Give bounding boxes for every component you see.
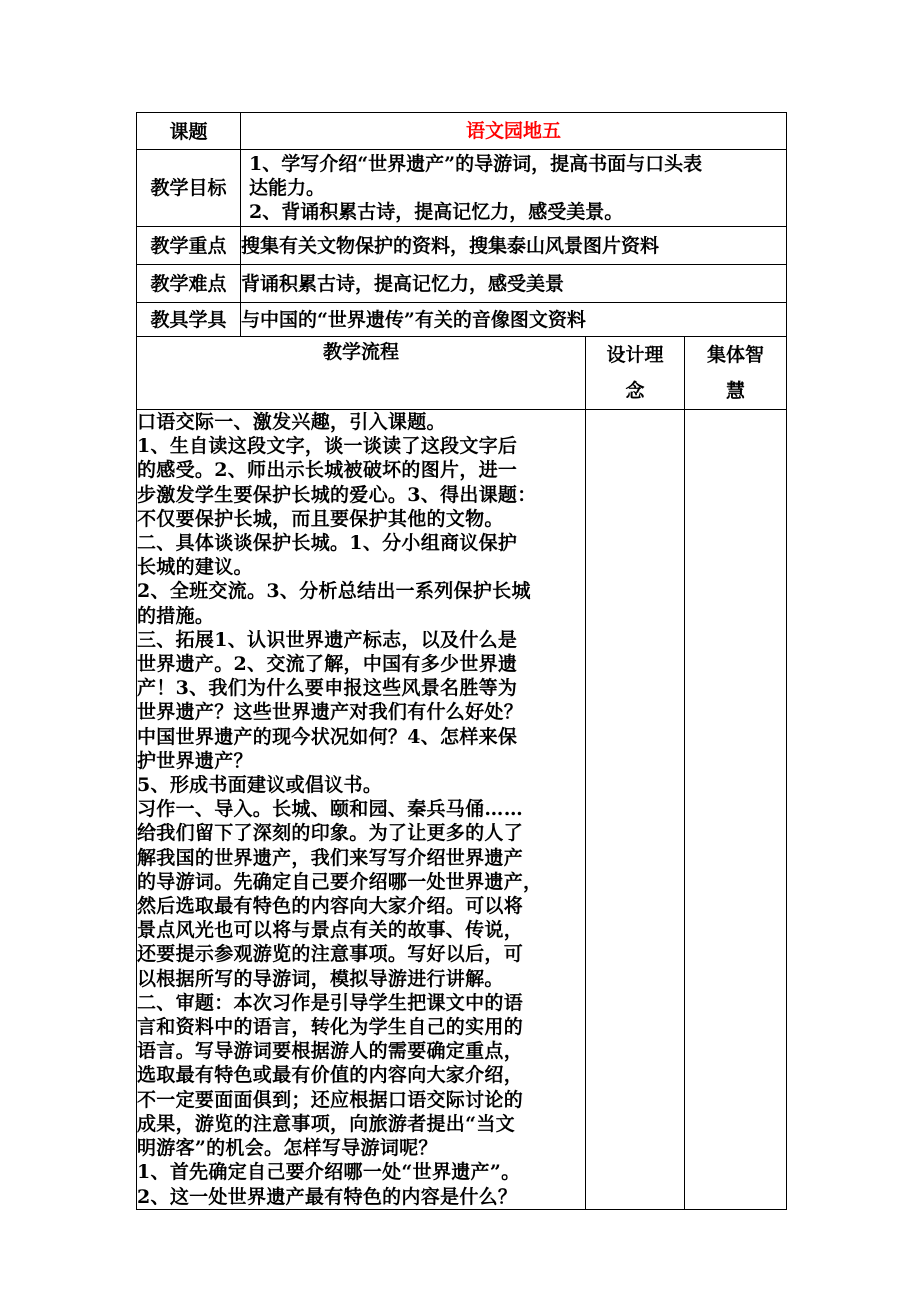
collective-wisdom-line: 集体智	[707, 344, 765, 366]
flow-line: 景点风光也可以将与景点有关的故事、传说，	[137, 919, 524, 942]
flow-line: 护世界遗产？	[137, 749, 253, 772]
flow-line: 给我们留下了深刻的印象。为了让更多的人了	[137, 822, 524, 845]
flow-line: 解我国的世界遗产，我们来写写介绍世界遗产	[137, 846, 524, 869]
flow-line: 以根据所写的导游词，模拟导游进行讲解。	[137, 967, 504, 990]
row-topic	[137, 113, 787, 150]
flow-line: 口语交际一、激发兴趣，引入课题。	[137, 411, 446, 433]
flow-line: 1、生自读这段文字，谈一谈读了这段文字后	[137, 435, 518, 458]
teaching-flow-content	[137, 410, 586, 1210]
difficulties-value: 背诵积累古诗，提高记忆力，感受美景	[241, 265, 787, 303]
label-teaching-flow: 教学流程	[137, 337, 586, 410]
goal-line: 达能力。	[249, 177, 326, 199]
flow-line: 然后选取最有特色的内容向大家介绍。可以将	[137, 895, 524, 918]
goals-cell	[241, 150, 787, 227]
flow-line: 选取最有特色或最有价值的内容向大家介绍，	[137, 1064, 524, 1087]
label-difficulties: 教学难点	[137, 265, 241, 303]
collective-wisdom-cell	[685, 410, 787, 1210]
row-flow-header	[137, 337, 787, 410]
label-key-points: 教学重点	[137, 227, 241, 265]
row-tools	[137, 303, 787, 337]
goal-line: 2、背诵积累古诗，提高记忆力，感受美景。	[249, 201, 624, 223]
collective-wisdom-line: 慧	[726, 380, 746, 402]
design-rationale-line: 设计理	[606, 344, 664, 366]
flow-line: 步激发学生要保护长城的爱心。3、得出课题：	[137, 483, 537, 506]
label-goals: 教学目标	[137, 150, 241, 227]
flow-line: 2、这一处世界遗产最有特色的内容是什么？	[137, 1185, 518, 1208]
flow-line: 中国世界遗产的现今状况如何？4、怎样来保	[137, 725, 518, 748]
row-flow-body	[137, 410, 787, 1210]
row-key-points	[137, 227, 787, 265]
flow-line: 还要提示参观游览的注意事项。写好以后，可	[137, 943, 524, 966]
row-difficulties	[137, 265, 787, 303]
flow-line: 5、形成书面建议或倡议书。	[137, 774, 383, 797]
row-goals	[137, 150, 787, 227]
flow-line: 长城的建议。	[137, 556, 253, 579]
flow-line: 1、首先确定自己要介绍哪一处“世界遗产”。	[137, 1161, 521, 1184]
flow-line: 的导游词。先确定自己要介绍哪一处世界遗产，	[137, 870, 543, 893]
label-tools: 教具学具	[137, 303, 241, 337]
flow-line: 世界遗产。2、交流了解，中国有多少世界遗	[137, 653, 518, 676]
flow-line: 语言。写导游词要根据游人的需要确定重点，	[137, 1040, 524, 1063]
flow-line: 二、具体谈谈保护长城。1、分小组商议保护	[137, 532, 518, 555]
goal-line: 1、学写介绍“世界遗产”的导游词，提高书面与口头表	[249, 153, 703, 175]
label-design-rationale	[586, 337, 685, 410]
lesson-title: 语文园地五	[241, 113, 787, 150]
flow-line: 三、拓展1、认识世界遗产标志，以及什么是	[137, 628, 518, 651]
flow-line: 言和资料中的语言，转化为学生自己的实用的	[137, 1016, 524, 1039]
key-points-value: 搜集有关文物保护的资料，搜集泰山风景图片资料	[241, 227, 787, 265]
flow-line: 明游客”的机会。怎样写导游词呢？	[137, 1137, 438, 1160]
lesson-plan-table	[136, 112, 787, 1210]
flow-line: 世界遗产？这些世界遗产对我们有什么好处？	[137, 701, 524, 724]
flow-line: 成果，游览的注意事项，向旅游者提出“当文	[137, 1112, 515, 1135]
flow-line: 2、全班交流。3、分析总结出一系列保护长城	[137, 580, 531, 603]
flow-line: 不一定要面面俱到；还应根据口语交际讨论的	[137, 1088, 524, 1111]
design-rationale-cell	[586, 410, 685, 1210]
label-collective-wisdom	[685, 337, 787, 410]
flow-line: 的感受。2、师出示长城被破坏的图片，进一	[137, 459, 518, 482]
label-topic: 课题	[137, 113, 241, 150]
flow-line: 习作一、导入。长城、颐和园、秦兵马俑……	[137, 798, 524, 821]
flow-line: 不仅要保护长城，而且要保护其他的文物。	[137, 507, 504, 530]
design-rationale-line: 念	[625, 380, 645, 402]
flow-line: 的措施。	[137, 604, 215, 627]
tools-value: 与中国的“世界遗传”有关的音像图文资料	[241, 303, 787, 337]
flow-line: 二、审题：本次习作是引导学生把课文中的语	[137, 991, 524, 1014]
flow-line: 产！3、我们为什么要申报这些风景名胜等为	[137, 677, 518, 700]
